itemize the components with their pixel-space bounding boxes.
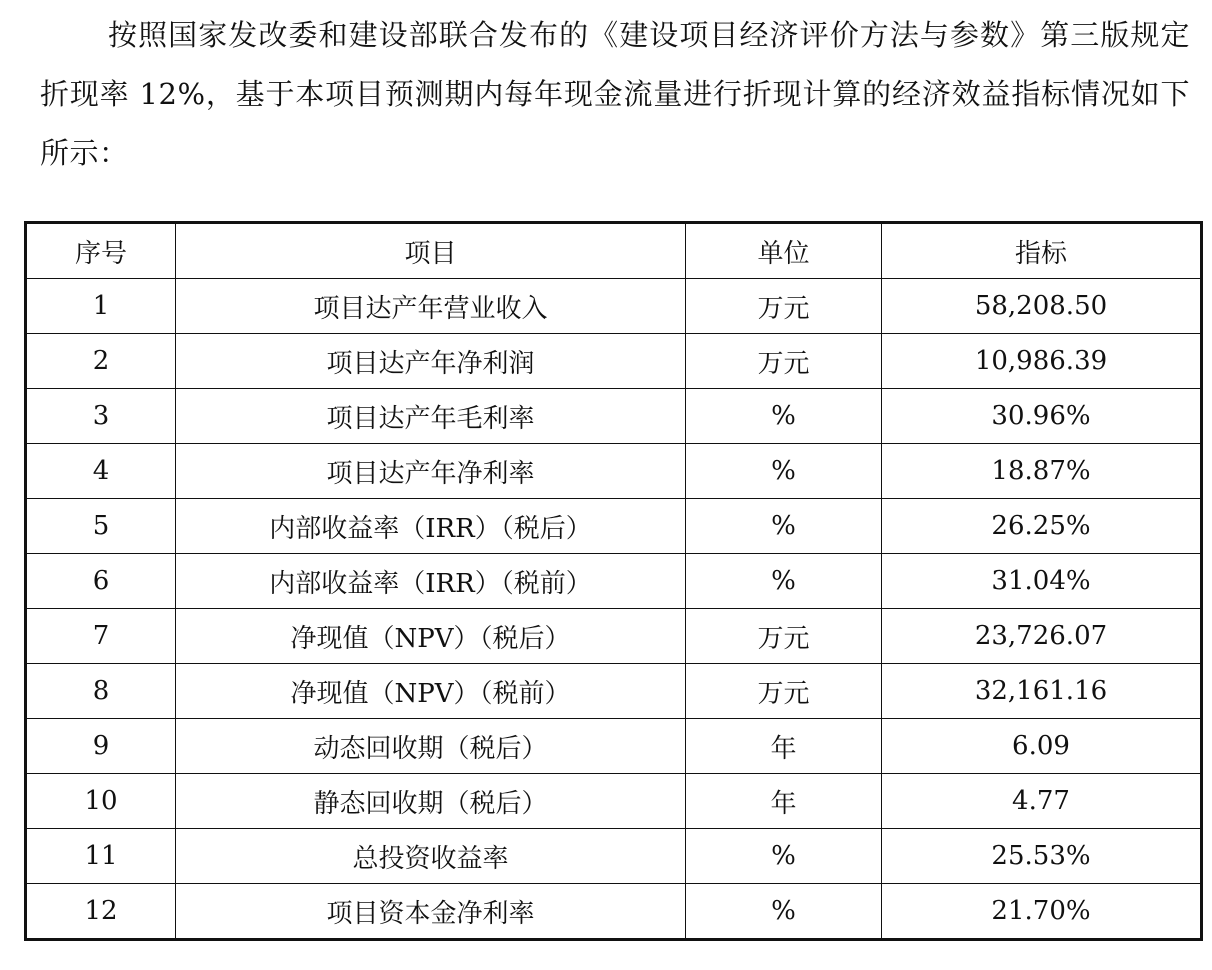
row-value: 26.25% [882,499,1202,554]
header-seq: 序号 [26,223,176,279]
row-seq: 2 [26,334,176,389]
row-unit: % [686,444,882,499]
row-unit: 年 [686,719,882,774]
row-value: 6.09 [882,719,1202,774]
row-seq: 1 [26,279,176,334]
row-unit: 万元 [686,609,882,664]
row-unit: % [686,554,882,609]
row-seq: 12 [26,884,176,940]
row-seq: 11 [26,829,176,884]
row-value: 58,208.50 [882,279,1202,334]
row-unit: 年 [686,774,882,829]
row-seq: 5 [26,499,176,554]
row-item: 项目资本金净利率 [176,884,686,940]
row-item: 项目达产年毛利率 [176,389,686,444]
row-item: 项目达产年营业收入 [176,279,686,334]
row-unit: % [686,389,882,444]
row-item: 净现值（NPV）（税后） [176,609,686,664]
row-value: 4.77 [882,774,1202,829]
table-row [26,389,1202,444]
row-value: 23,726.07 [882,609,1202,664]
table-header-row [26,223,1202,279]
row-value: 25.53% [882,829,1202,884]
row-value: 30.96% [882,389,1202,444]
header-item: 项目 [176,223,686,279]
header-unit: 单位 [686,223,882,279]
row-unit: 万元 [686,334,882,389]
intro-paragraph: 按照国家发改委和建设部联合发布的《建设项目经济评价方法与参数》第三版规定折现率 12%，基于本项目预测期内每年现金流量进行折现计算的经济效益指标情况如下所示： [40,18,1190,170]
header-value: 指标 [882,223,1202,279]
row-value: 31.04% [882,554,1202,609]
row-item: 内部收益率（IRR）（税前） [176,554,686,609]
row-item: 内部收益率（IRR）（税后） [176,499,686,554]
row-value: 10,986.39 [882,334,1202,389]
row-value: 18.87% [882,444,1202,499]
table-row [26,554,1202,609]
table-row [26,884,1202,940]
row-item: 项目达产年净利润 [176,334,686,389]
table-row [26,334,1202,389]
row-item: 动态回收期（税后） [176,719,686,774]
row-seq: 8 [26,664,176,719]
row-unit: % [686,829,882,884]
row-value: 32,161.16 [882,664,1202,719]
row-unit: 万元 [686,279,882,334]
table-row [26,499,1202,554]
table-row [26,829,1202,884]
economic-indicators-table [24,221,1203,941]
row-item: 总投资收益率 [176,829,686,884]
row-seq: 6 [26,554,176,609]
row-item: 净现值（NPV）（税前） [176,664,686,719]
row-seq: 4 [26,444,176,499]
row-seq: 9 [26,719,176,774]
table-row [26,609,1202,664]
row-item: 项目达产年净利率 [176,444,686,499]
row-item: 静态回收期（税后） [176,774,686,829]
row-seq: 10 [26,774,176,829]
table-row [26,664,1202,719]
row-unit: 万元 [686,664,882,719]
table-row [26,279,1202,334]
economic-indicators-table-container [24,221,1200,941]
table-row [26,719,1202,774]
row-unit: % [686,499,882,554]
row-seq: 3 [26,389,176,444]
table-row [26,444,1202,499]
row-seq: 7 [26,609,176,664]
row-unit: % [686,884,882,940]
table-row [26,774,1202,829]
row-value: 21.70% [882,884,1202,940]
